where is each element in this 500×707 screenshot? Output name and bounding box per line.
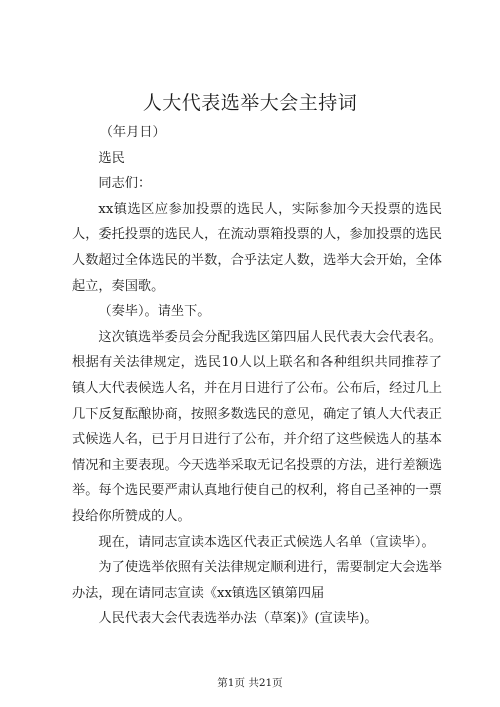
salutation-comrades: 同志们： [98, 176, 152, 192]
paragraph-election-rules: 为了使选举依照有关法律规定顺利进行，需要制定大会选举办法，现在请同志宣读《xx镇选区镇第四届 [72, 560, 442, 601]
date-line: （年月日） [99, 125, 166, 140]
paragraph-opening: xx镇选区应参加投票的选民人，实际参加今天投票的选民人，委托投票的选民人，在流动票箱投票的人，参加投票的选民人数超过全体选民的半数，合乎法定人数，选举大会开始，全体起立，奏国歌。 [72, 201, 442, 294]
paragraph-candidate-list: 现在，请同志宣读本选区代表正式候选人名单（宣读毕）。 [98, 534, 435, 550]
paragraph-rules-draft: 人民代表大会代表选举办法（草案)》(宣读毕)。 [98, 611, 378, 627]
paragraph-anthem-end: （奏毕）。请坐下。 [98, 304, 211, 320]
document-title: 人大代表选举大会主持词 [142, 92, 358, 114]
salutation-voters: 选民 [98, 150, 125, 166]
document-body [72, 120, 442, 632]
page-footer: 第1页 共21页 [217, 677, 283, 689]
paragraph-candidates: 这次镇选举委员会分配我选区第四届人民代表大会代表名。根据有关法律规定，选民10人以上联名和各种组织共同推荐了镇人大代表候选人名，并在月日进行了公布。公布后，经过几上几下反复酝酿协商，按照多数选民的意见，确定了镇人大代表正式候选人名，已于月日进行了公布，并介绍了这些候选人的基本情况和主要表现。今天选举采取无记名投票的方法，进行差额选举。每个选民要严肃认真地行使自己的权利，将自己圣神的一票投给你所赞成的人。 [72, 329, 442, 524]
